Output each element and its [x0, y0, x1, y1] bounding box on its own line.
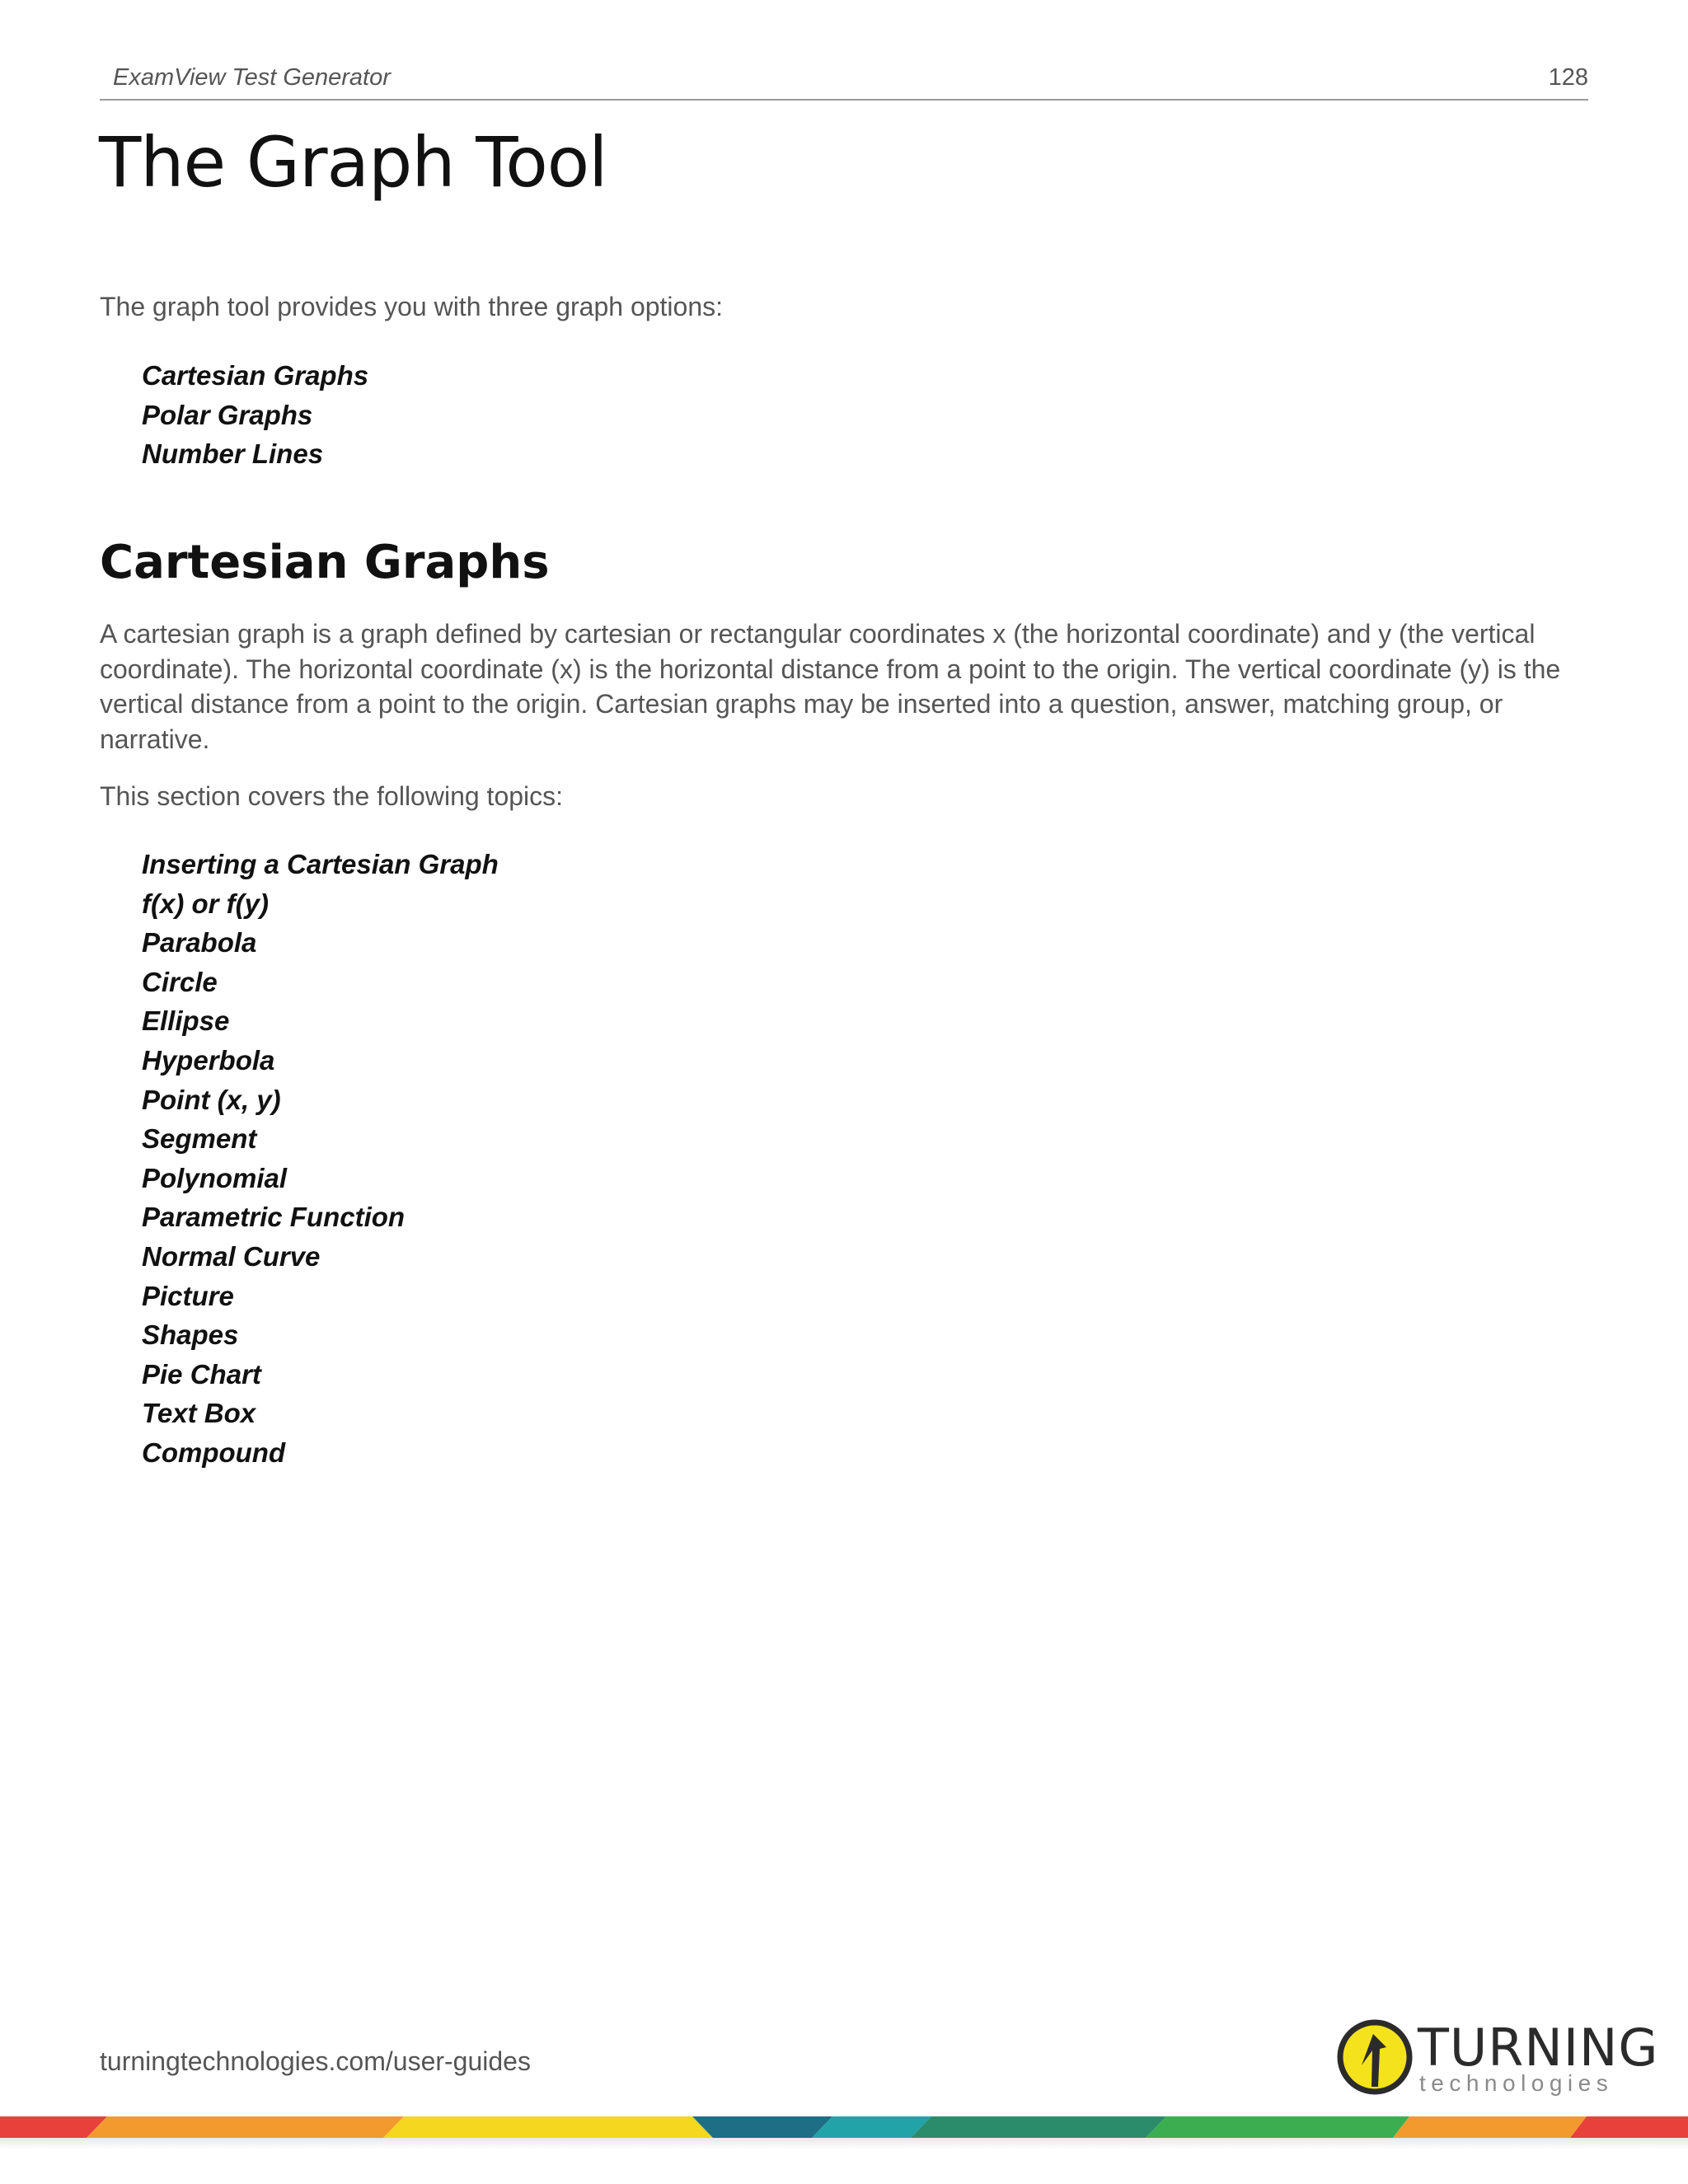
- graph-option-link[interactable]: Polar Graphs: [142, 399, 313, 430]
- topic-link[interactable]: Inserting a Cartesian Graph: [142, 849, 499, 879]
- section-title: Cartesian Graphs: [100, 536, 550, 589]
- topic-link[interactable]: Picture: [142, 1280, 234, 1311]
- logo-text-technologies: technologies: [1419, 2070, 1614, 2096]
- topics-list: [142, 845, 499, 1473]
- logo-text-turning: TURNING: [1418, 2018, 1659, 2078]
- topic-link[interactable]: Polynomial: [142, 1162, 288, 1193]
- footer-url-link[interactable]: turningtechnologies.com/user-guides: [100, 2046, 531, 2076]
- topic-link[interactable]: Hyperbola: [142, 1044, 275, 1076]
- page-title: The Graph Tool: [99, 122, 607, 203]
- topic-link[interactable]: Ellipse: [142, 1005, 230, 1037]
- topic-link[interactable]: Point (x, y): [142, 1084, 281, 1115]
- page-number: 128: [1548, 64, 1588, 91]
- logo-arrow-icon: [1337, 2018, 1419, 2100]
- topic-link[interactable]: Circle: [142, 966, 218, 997]
- topic-link[interactable]: Segment: [142, 1123, 257, 1155]
- topic-link[interactable]: Parametric Function: [142, 1202, 406, 1233]
- section-paragraph: A cartesian graph is a graph defined by cartesian or rectangular coordinates x (the horizontal coordinate) and y (the vertical coordinate). The horizontal coordinate (x) is the horizontal distance from a point to the origin. The vertical coordinate (y) is the vertical distance from a point to the origin. Cartesian graphs may be inserted into a question, answer, matching group, or narrative.: [100, 619, 1561, 754]
- topic-link[interactable]: Pie Chart: [142, 1358, 261, 1390]
- graph-option-link[interactable]: Cartesian Graphs: [142, 360, 369, 391]
- intro-text: The graph tool provides you with three graph options:: [100, 292, 724, 321]
- topic-link[interactable]: Normal Curve: [142, 1240, 321, 1272]
- graph-option-link[interactable]: Number Lines: [142, 438, 324, 470]
- topic-link[interactable]: Parabola: [142, 927, 257, 958]
- topics-intro: This section covers the following topics:: [100, 781, 564, 811]
- footer-color-stripe: [0, 2116, 1688, 2138]
- topic-link[interactable]: Shapes: [142, 1319, 239, 1351]
- header-title: ExamView Test Generator: [113, 64, 391, 91]
- graph-options-list: [142, 356, 368, 474]
- page-header: [100, 64, 1588, 101]
- topic-link[interactable]: Text Box: [142, 1398, 256, 1429]
- topic-link[interactable]: Compound: [142, 1436, 286, 1468]
- turning-technologies-logo: [1337, 2018, 1659, 2100]
- topic-link[interactable]: f(x) or f(y): [142, 888, 269, 919]
- footer-stripe-shadow: [0, 2138, 1688, 2149]
